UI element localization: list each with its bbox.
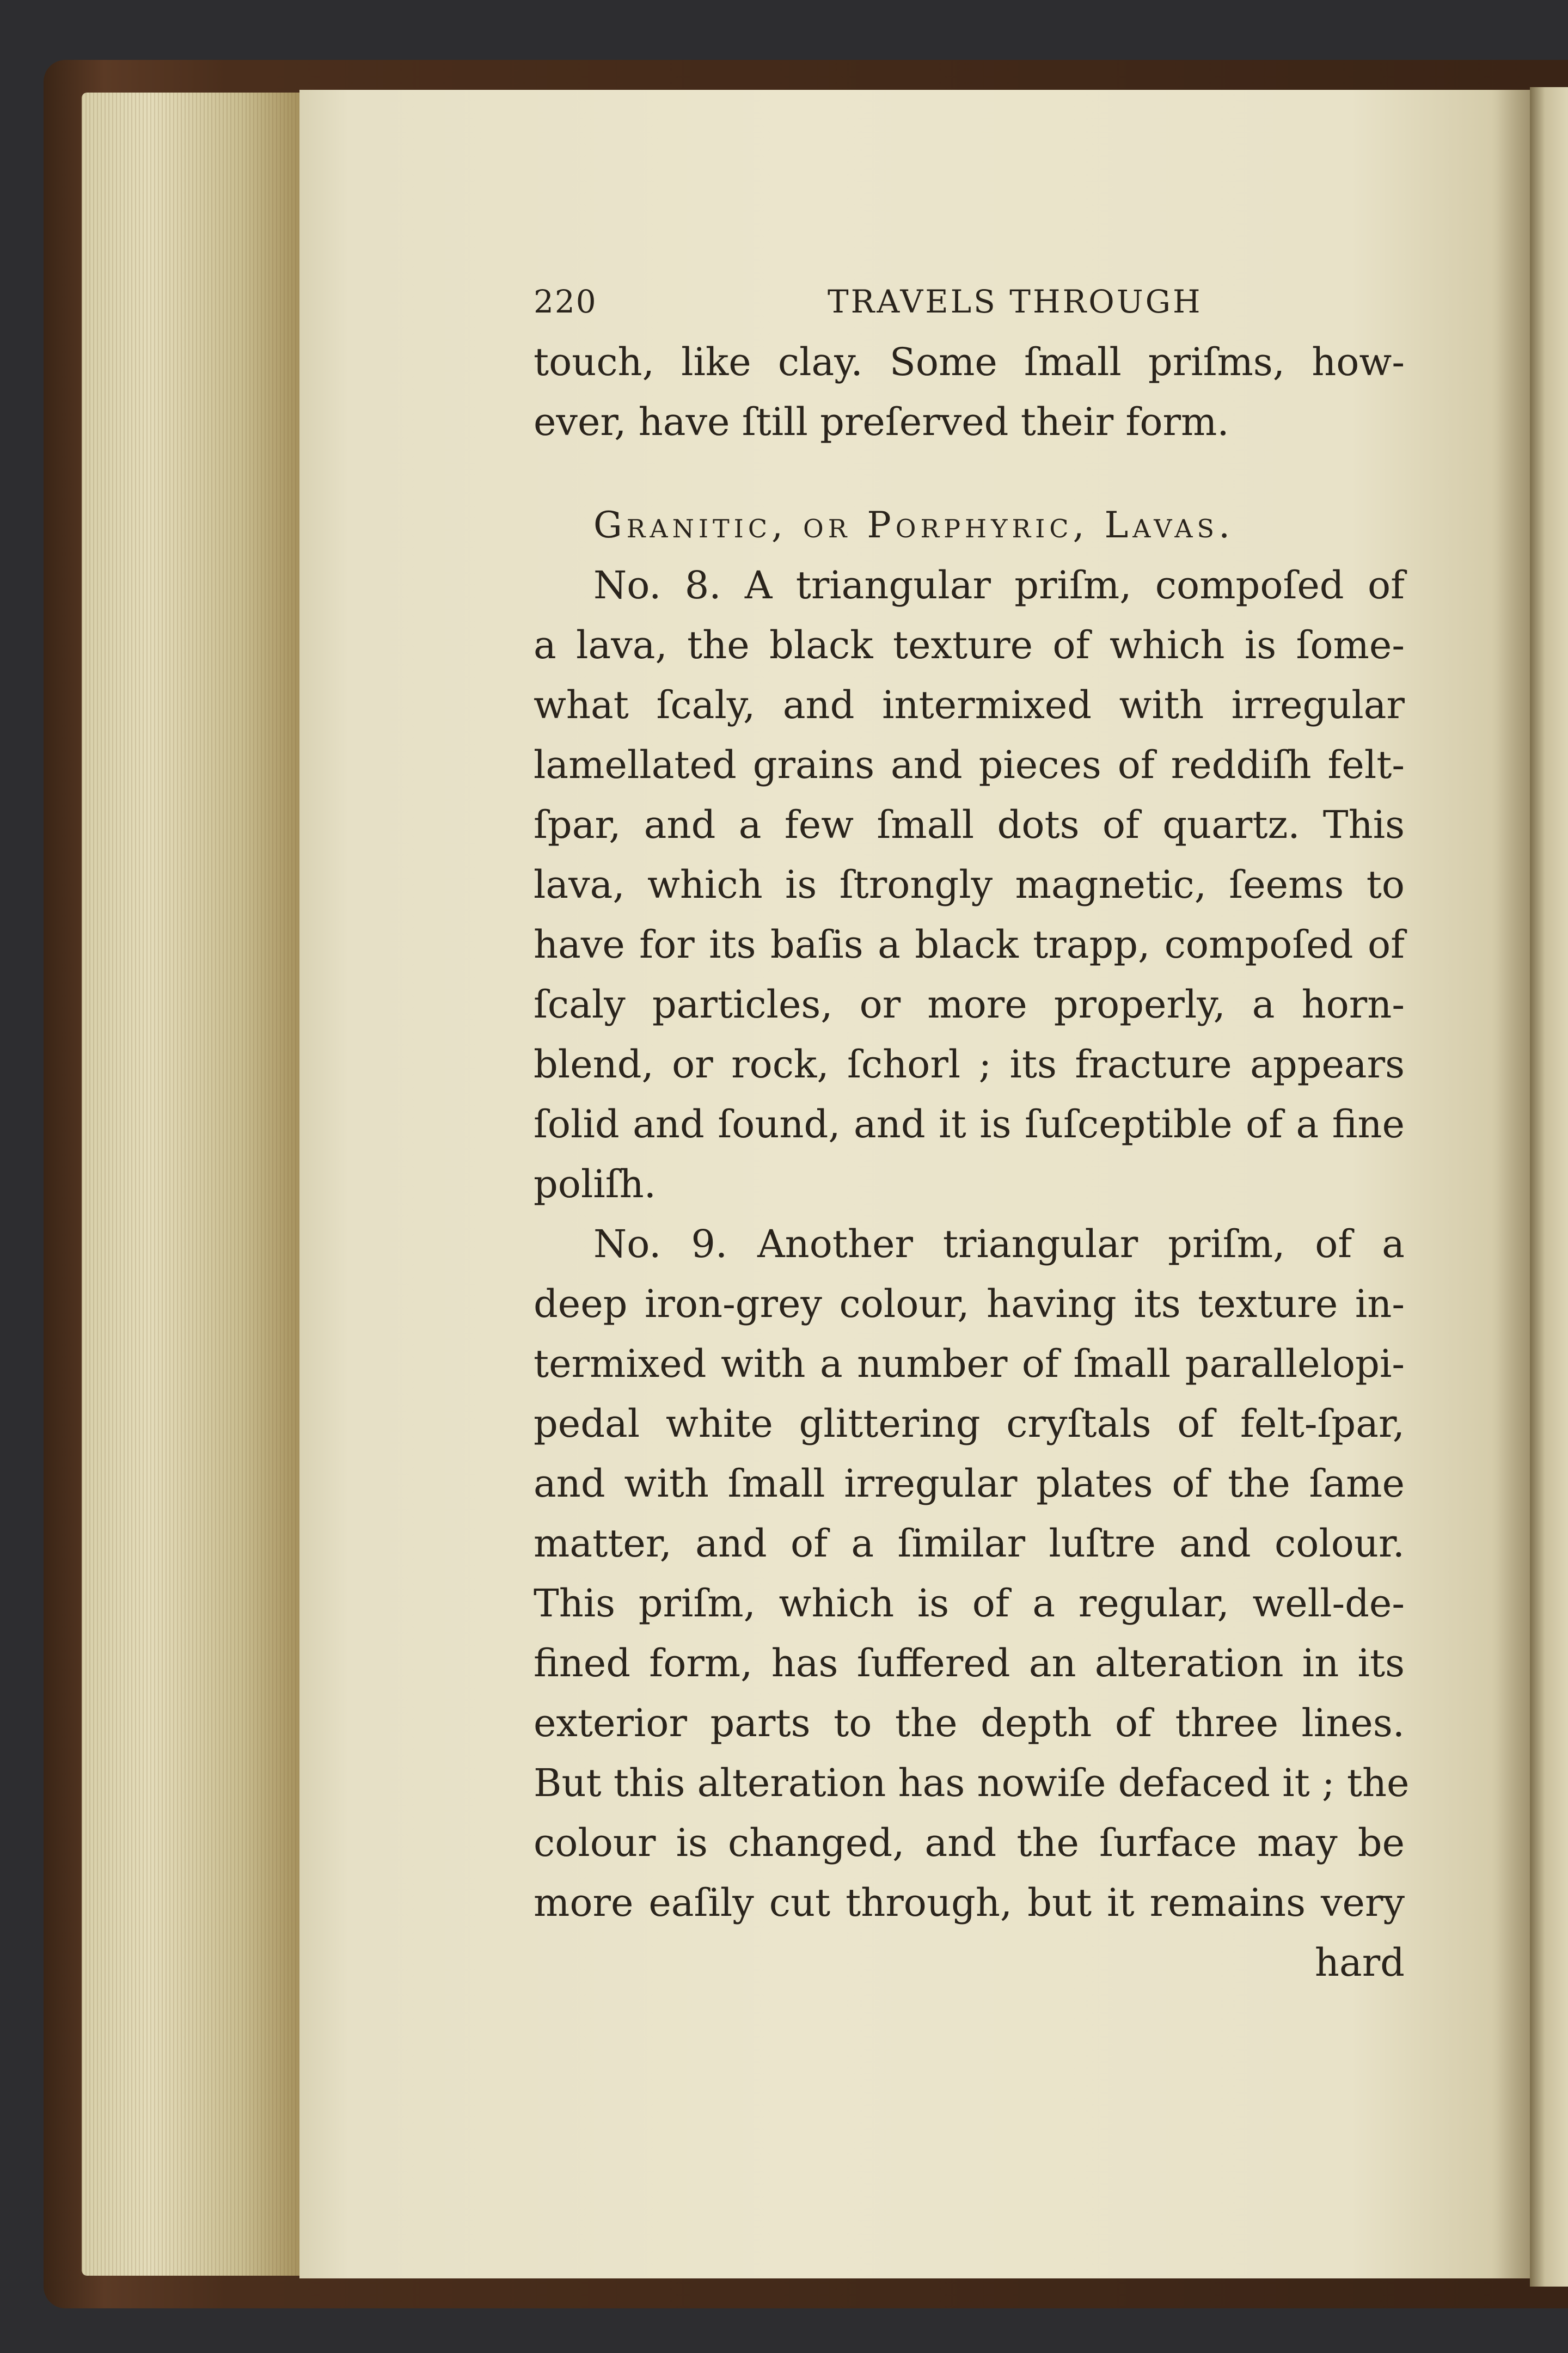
running-head: TRAVELS THROUGH <box>828 283 1203 320</box>
text-line: colour is changed, and the ſurface may be <box>534 1821 1405 1865</box>
text-line: lamellated grains and pieces of reddiſh felt- <box>534 743 1405 787</box>
text-line: No. 9. Another triangular priſm, of a <box>593 1222 1405 1266</box>
text-line: fined form, has ſuffered an alteration in its <box>534 1641 1405 1686</box>
text-line: poliſh. <box>534 1162 656 1206</box>
facing-page-edge <box>1530 87 1568 2287</box>
text-line: ever, have ſtill preſerved their form. <box>534 400 1229 444</box>
section-heading: Granitic, or Porphyric, Lavas. <box>593 504 1235 546</box>
text-line: a lava, the black texture of which is ſome- <box>534 623 1405 667</box>
text-line: exterior parts to the depth of three lines. <box>534 1701 1405 1745</box>
text-line: ſpar, and a few ſmall dots of quartz. This <box>534 802 1405 847</box>
text-line: ſcaly particles, or more properly, a horn- <box>534 982 1405 1027</box>
text-line: more eaſily cut through, but it remains very <box>534 1880 1405 1925</box>
page-number: 220 <box>534 283 597 320</box>
text-line: what ſcaly, and intermixed with irregular <box>534 683 1405 727</box>
text-line: This priſm, which is of a regular, well-de- <box>534 1581 1405 1626</box>
text-line: lava, which is ſtrongly magnetic, ſeems to <box>534 862 1405 907</box>
text-line: termixed with a number of ſmall parallelopi- <box>534 1341 1405 1386</box>
text-line: But this alteration has nowiſe defaced it ; the <box>534 1761 1410 1805</box>
text-line: deep iron-grey colour, having its texture in- <box>534 1282 1405 1326</box>
body-text <box>534 332 1410 1993</box>
page-block-edge <box>82 93 310 2276</box>
text-line: hard <box>1314 1940 1405 1985</box>
page-header <box>534 283 1405 332</box>
paragraph-gap <box>534 452 1405 495</box>
text-line: blend, or rock, ſchorl ; its fracture appears <box>534 1042 1405 1087</box>
page-content <box>534 283 1410 1993</box>
text-line: touch, like clay. Some ſmall priſms, how- <box>534 340 1405 384</box>
text-line: matter, and of a ſimilar luſtre and colour. <box>534 1521 1405 1566</box>
text-line: pedal white glittering cryſtals of felt-ſpar, <box>534 1401 1405 1446</box>
gutter-shadow <box>1492 90 1535 2278</box>
text-line: and with ſmall irregular plates of the ſame <box>534 1461 1405 1506</box>
text-line: ſolid and ſound, and it is ſuſceptible of a fine <box>534 1102 1405 1147</box>
text-line: have for its baſis a black trapp, compoſed of <box>534 922 1405 967</box>
text-line: No. 8. A triangular priſm, compoſed of <box>593 563 1405 608</box>
